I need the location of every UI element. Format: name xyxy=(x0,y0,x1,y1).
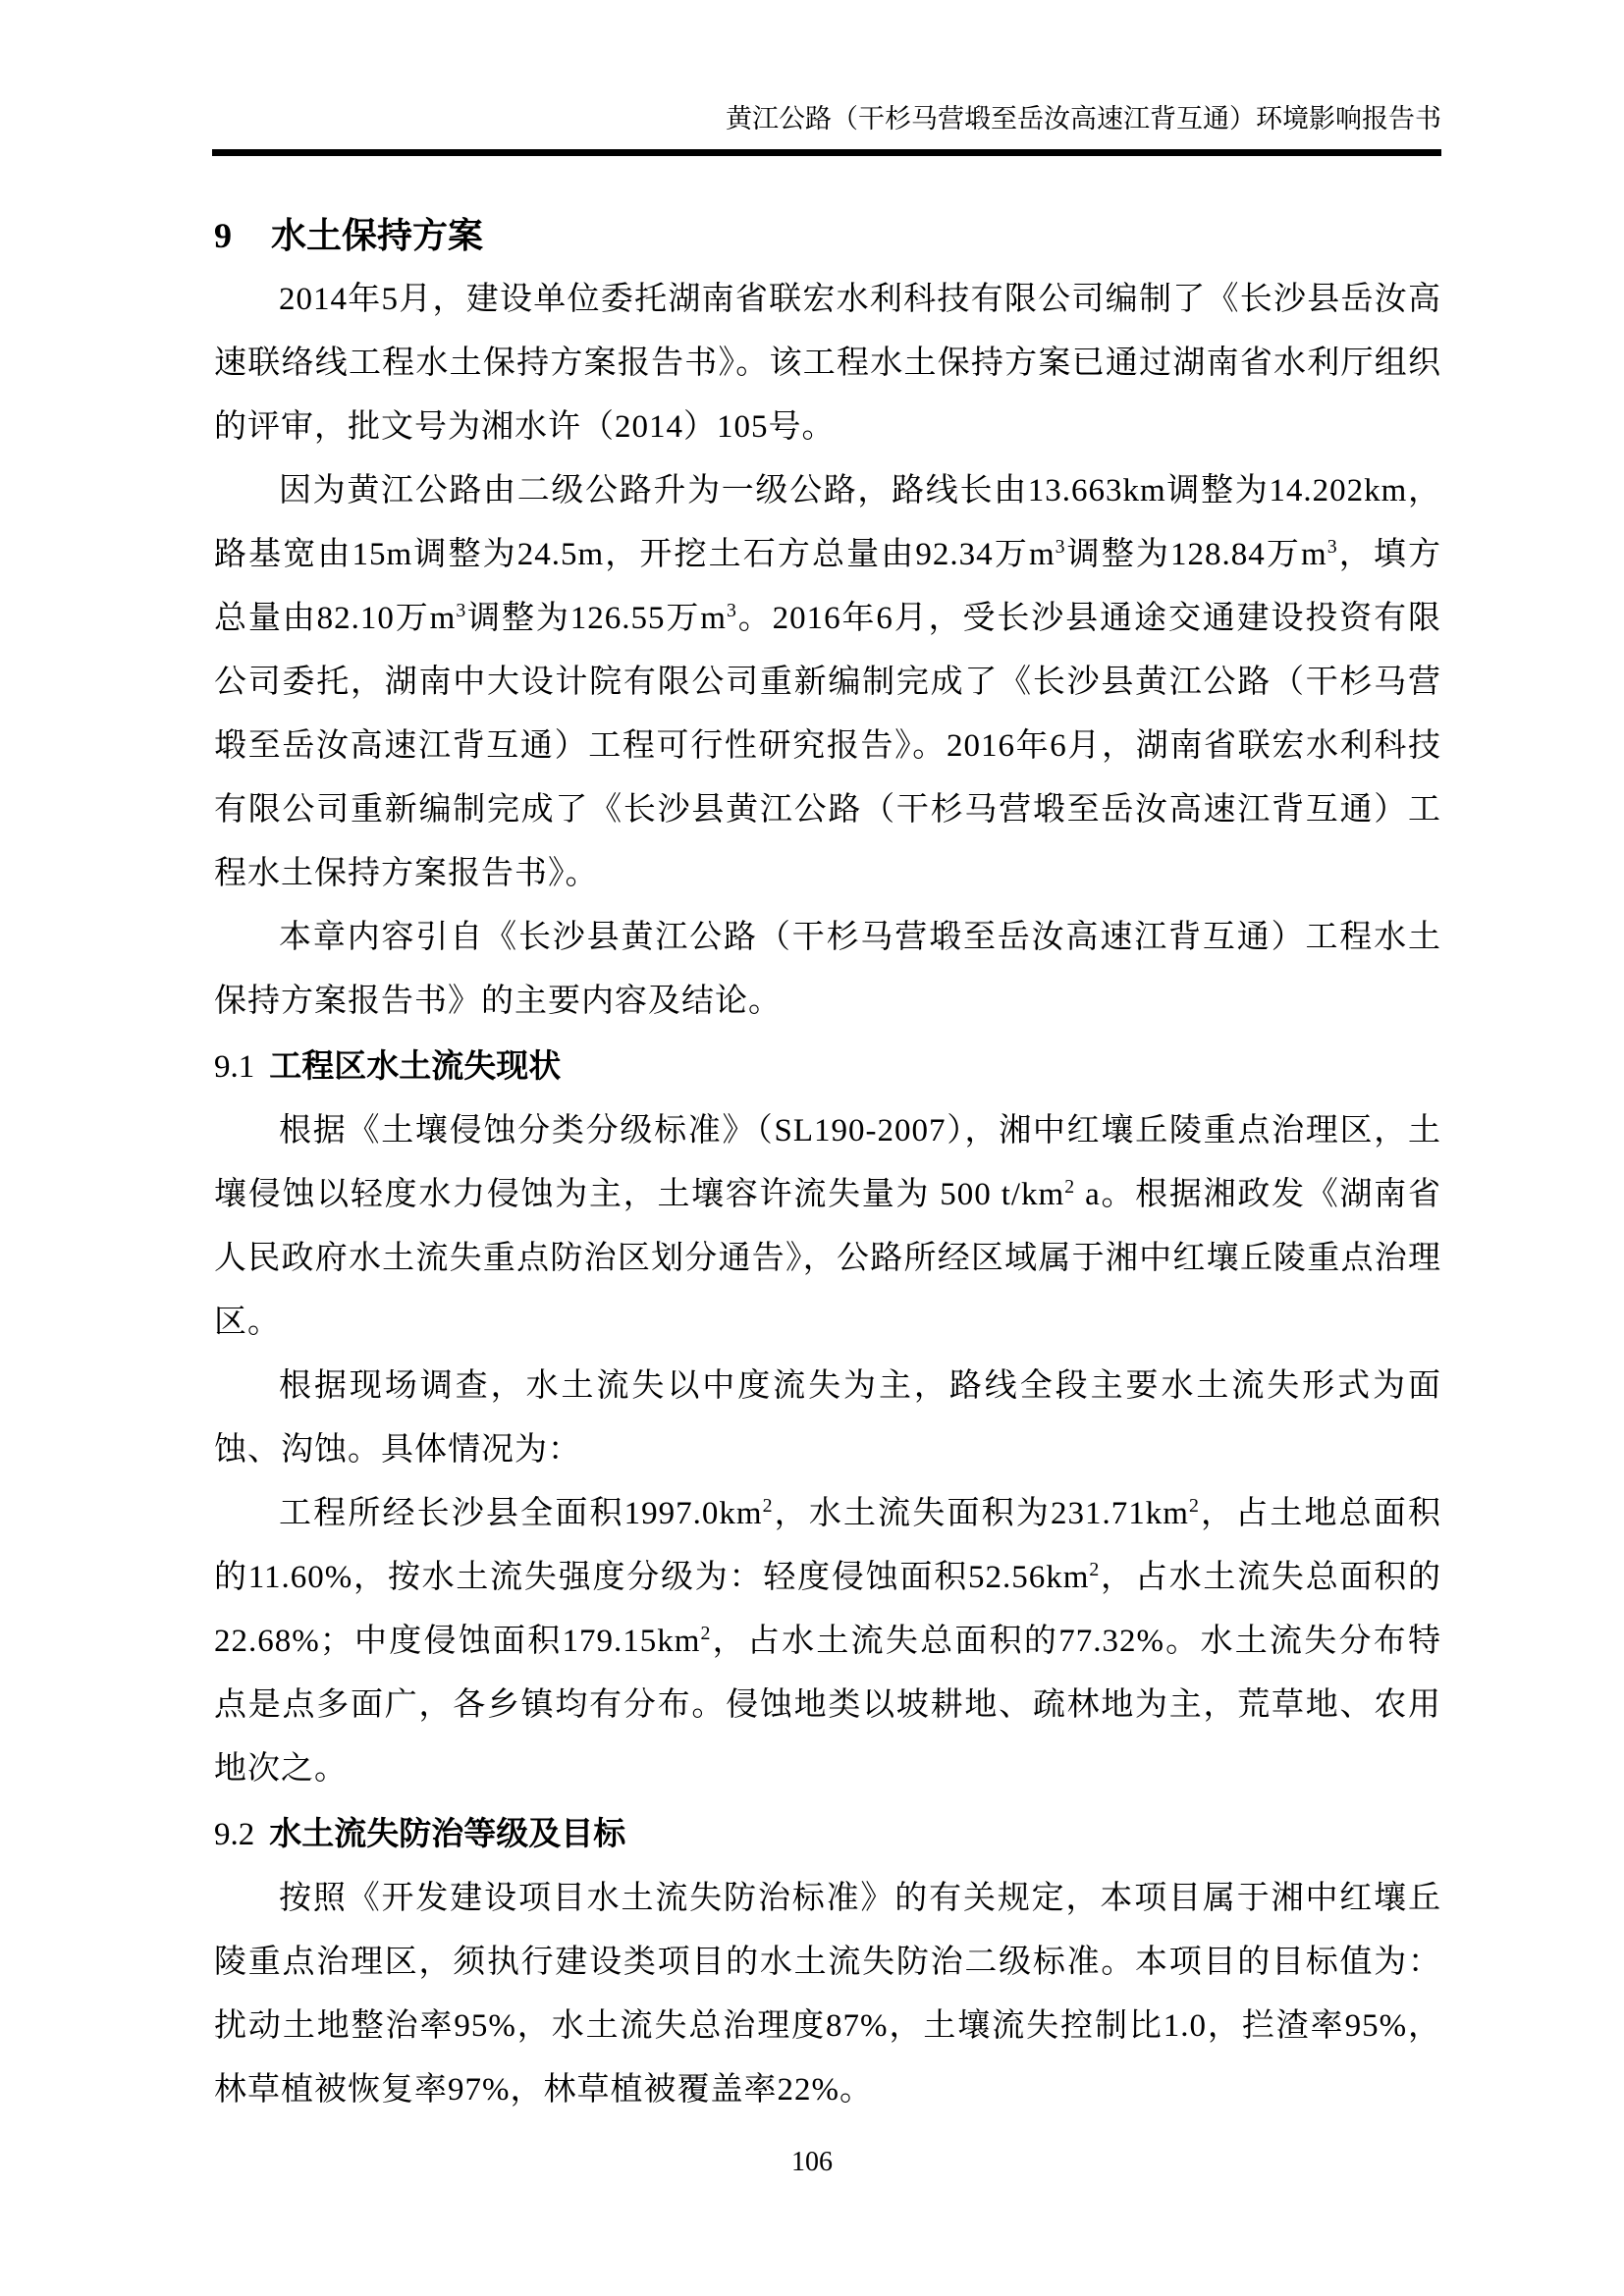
paragraph xyxy=(214,268,1441,459)
superscript: 3 xyxy=(456,600,467,621)
text-run: a。根据湘政发《湖南省人民政府水土流失重点防治区划分通告》，公路所经区域属于湘中红壤丘陵重点治理区。 xyxy=(214,1177,1441,1340)
text-run: 本章内容引自《长沙县黄江公路（干杉马营塅至岳汝高速江背互通）工程水土保持方案报告书》的主要内容及结论。 xyxy=(214,920,1441,1019)
header-rule xyxy=(212,149,1441,156)
text-run: ，占水土流失总面积的77.32%。水土流失分布特点是点多面广，各乡镇均有分布。侵蚀地类以坡耕地、疏林地为主，荒草地、农用地次之。 xyxy=(214,1624,1441,1787)
page-number: 106 xyxy=(791,2147,833,2177)
document-body xyxy=(214,203,1441,2122)
text-run: 2014年5月，建设单位委托湖南省联宏水利科技有限公司编制了《长沙县岳汝高速联络线工程水土保持方案报告书》。该工程水土保持方案已通过湖南省水利厅组织的评审，批文号为湘水许（2014）105号。 xyxy=(214,282,1441,445)
text-run: 调整为128.84万m xyxy=(1065,537,1327,572)
page-header xyxy=(212,102,1441,135)
paragraph xyxy=(214,1482,1441,1801)
text-run: 因为黄江公路由二级公路升为一级公路，路线长由13.663km调整为14.202km，路基宽由15m调整为24.5m，开挖土石方总量由92.34万m xyxy=(214,473,1441,572)
chapter-heading xyxy=(214,203,1441,268)
page-footer xyxy=(0,2146,1624,2179)
text-run: 。2016年6月，受长沙县通途交通建设投资有限公司委托，湖南中大设计院有限公司重新编制完成了《长沙县黄江公路（干杉马营塅至岳汝高速江背互通）工程可行性研究报告》。2016年6月，湖南省联宏水利科技有限公司重新编制完成了《长沙县黄江公路（干杉马营塅至岳汝高速江背互通）工程水土保持方案报告书》。 xyxy=(214,601,1442,891)
text-run: ，水土流失面积为231.71km xyxy=(773,1496,1189,1531)
superscript: 2 xyxy=(1089,1559,1101,1580)
text-run: 调整为126.55万m xyxy=(466,601,727,636)
heading-number: 9.1 xyxy=(214,1049,255,1085)
superscript: 2 xyxy=(1188,1495,1200,1517)
paragraph xyxy=(214,906,1441,1034)
superscript: 3 xyxy=(1055,536,1066,558)
text-run: ，占水土流失总面积的22.68%；中度侵蚀面积179.15km xyxy=(214,1560,1442,1659)
heading-text: 水土流失防治等级及目标 xyxy=(269,1815,626,1851)
paragraph xyxy=(214,1867,1441,2122)
text-run: 按照《开发建设项目水土流失防治标准》的有关规定，本项目属于湘中红壤丘陵重点治理区，须执行建设类项目的水土流失防治二级标准。本项目的目标值为：扰动土地整治率95%，水土流失总治理度87%，土壤流失控制比1.0，拦渣率95%，林草植被恢复率97%，林草植被覆盖率22%。 xyxy=(214,1881,1441,2108)
paragraph xyxy=(214,459,1441,906)
heading-text: 工程区水土流失现状 xyxy=(269,1047,562,1084)
heading-number: 9.2 xyxy=(214,1817,255,1852)
text-run: 工程所经长沙县全面积1997.0km xyxy=(279,1496,763,1531)
superscript: 2 xyxy=(762,1495,774,1517)
text-run: 根据《土壤侵蚀分类分级标准》（SL190-2007），湘中红壤丘陵重点治理区，土壤侵蚀以轻度水力侵蚀为主，土壤容许流失量为 500 t/km xyxy=(214,1113,1441,1212)
superscript: 3 xyxy=(1326,536,1338,558)
heading-number: 9 xyxy=(214,216,232,255)
superscript: 3 xyxy=(726,600,737,621)
header-title: 黄江公路（干杉马营塅至岳汝高速江背互通）环境影响报告书 xyxy=(726,104,1441,133)
section-heading xyxy=(214,1034,1441,1099)
text-run: 根据现场调查，水土流失以中度流失为主，路线全段主要水土流失形式为面蚀、沟蚀。具体情况为： xyxy=(214,1368,1441,1468)
paragraph xyxy=(214,1355,1441,1482)
paragraph xyxy=(214,1099,1441,1355)
heading-text: 水土保持方案 xyxy=(271,215,484,255)
superscript: 2 xyxy=(700,1623,712,1644)
section-heading xyxy=(214,1801,1441,1867)
superscript: 2 xyxy=(1064,1176,1076,1198)
text-run: ，占土地总面积的11.60%，按水土流失强度分级为：轻度侵蚀面积52.56km xyxy=(214,1496,1442,1595)
text-run: ，填方总量由82.10万m xyxy=(214,537,1442,636)
